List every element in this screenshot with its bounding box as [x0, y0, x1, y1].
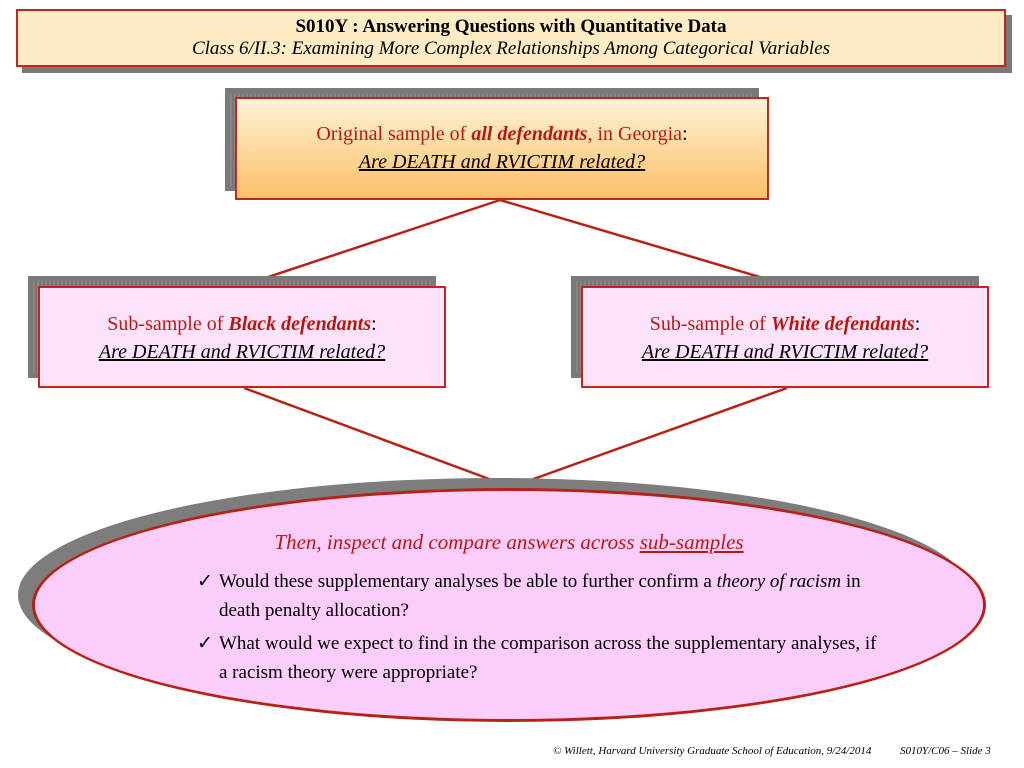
checkmark-icon: ✓ — [197, 571, 213, 592]
slide-subtitle: Class 6/II.3: Examining More Complex Relationships Among Categorical Variables — [191, 38, 831, 59]
label-suffix: , in Georgia — [587, 123, 683, 145]
white-defendants-label — [583, 310, 987, 338]
bullet1-text-b: in death penalty allocation? — [219, 571, 861, 621]
bullet1-text-a: Would these supplementary analyses be able to further confirm a — [219, 571, 717, 592]
bullet1-emphasis: theory of racism — [716, 571, 842, 592]
bullet-text: What would we expect to find in the comparison across the supplementary analyses, if a racism theory were appropriate? — [219, 633, 877, 683]
heading-part2: sub-samples — [639, 530, 744, 554]
checkmark-icon: ✓ — [197, 633, 213, 654]
footer-slide-number: S010Y/C06 – Slide 3 — [900, 745, 991, 757]
footer-copyright: © Willett, Harvard University Graduate School of Education, 9/24/2014 — [553, 745, 872, 757]
bullet-item — [197, 567, 877, 625]
label-emphasis: White defendants — [770, 313, 915, 335]
arrow-top-to-right — [500, 200, 787, 285]
arrow-top-to-left — [244, 200, 500, 285]
label-prefix: Sub-sample of — [649, 313, 771, 335]
original-sample-box — [235, 97, 769, 200]
label-colon: : — [371, 313, 377, 335]
bullet-text — [219, 567, 877, 625]
bullet-item — [197, 629, 877, 687]
arrow-right-to-ellipse — [514, 388, 787, 486]
black-defendants-box — [38, 286, 446, 388]
black-defendants-question: Are DEATH and RVICTIM related? — [98, 341, 386, 363]
original-sample-label — [237, 120, 767, 148]
comparison-heading — [32, 530, 986, 555]
original-sample-question: Are DEATH and RVICTIM related? — [358, 151, 646, 173]
arrow-left-to-ellipse — [244, 388, 508, 486]
white-defendants-question: Are DEATH and RVICTIM related? — [641, 341, 929, 363]
heading-part1: Then, inspect and compare answers across — [274, 530, 640, 554]
label-emphasis: Black defendants — [228, 313, 372, 335]
comparison-bullets — [197, 567, 877, 691]
label-colon: : — [914, 313, 921, 335]
black-defendants-label — [40, 310, 444, 338]
slide-title: S010Y : Answering Questions with Quantitative Data — [295, 16, 727, 37]
white-defendants-box — [581, 286, 989, 388]
label-emphasis: all defendants — [471, 123, 588, 145]
label-prefix: Original sample of — [316, 123, 472, 145]
label-colon: : — [682, 123, 688, 145]
label-prefix: Sub-sample of — [107, 313, 229, 335]
